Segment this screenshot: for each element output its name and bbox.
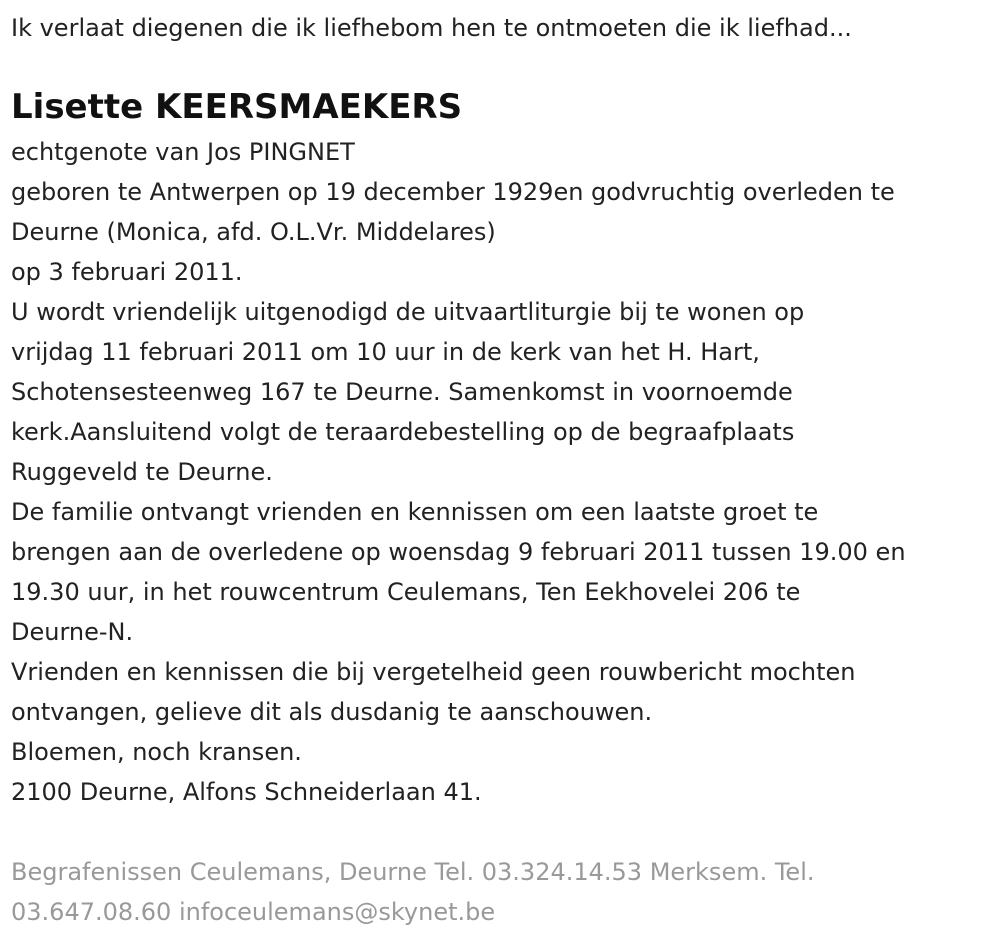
body-line: geboren te Antwerpen op 19 december 1929en godvruchtig overleden te xyxy=(11,178,895,206)
body-line: Deurne-N. xyxy=(11,618,134,646)
body-line: Vrienden en kennissen die bij vergetelheid geen rouwbericht mochten xyxy=(11,658,856,686)
body-line: kerk.Aansluitend volgt de teraardebestelling op de begraafplaats xyxy=(11,418,795,446)
body-line: U wordt vriendelijk uitgenodigd de uitvaartliturgie bij te wonen op xyxy=(11,298,805,326)
body-line: op 3 februari 2011. xyxy=(11,258,243,286)
footer-line: Begrafenissen Ceulemans, Deurne Tel. 03.324.14.53 Merksem. Tel. xyxy=(11,858,815,886)
body-line: Bloemen, noch kransen. xyxy=(11,738,302,766)
deceased-name: Lisette KEERSMAEKERS xyxy=(11,87,463,127)
body-line: echtgenote van Jos PINGNET xyxy=(11,138,355,166)
body-line: Ruggeveld te Deurne. xyxy=(11,458,273,486)
body-line: ontvangen, gelieve dit als dusdanig te aanschouwen. xyxy=(11,698,653,726)
funeral-home-footer xyxy=(11,852,1000,932)
body-line: 19.30 uur, in het rouwcentrum Ceulemans, Ten Eekhovelei 206 te xyxy=(11,578,801,606)
body-line: Deurne (Monica, afd. O.L.Vr. Middelares) xyxy=(11,218,496,246)
body-line: 2100 Deurne, Alfons Schneiderlaan 41. xyxy=(11,778,482,806)
body-line: brengen aan de overledene op woensdag 9 februari 2011 tussen 19.00 en xyxy=(11,538,906,566)
body-line: vrijdag 11 februari 2011 om 10 uur in de kerk van het H. Hart, xyxy=(11,338,760,366)
body-line: Schotensesteenweg 167 te Deurne. Samenkomst in voornoemde xyxy=(11,378,793,406)
opening-quote: Ik verlaat diegenen die ik liefhebom hen te ontmoeten die ik liefhad... xyxy=(11,14,852,42)
body-line: De familie ontvangt vrienden en kennissen om een laatste groet te xyxy=(11,498,819,526)
footer-line: 03.647.08.60 infoceulemans@skynet.be xyxy=(11,898,496,926)
obituary-body xyxy=(11,132,1000,812)
